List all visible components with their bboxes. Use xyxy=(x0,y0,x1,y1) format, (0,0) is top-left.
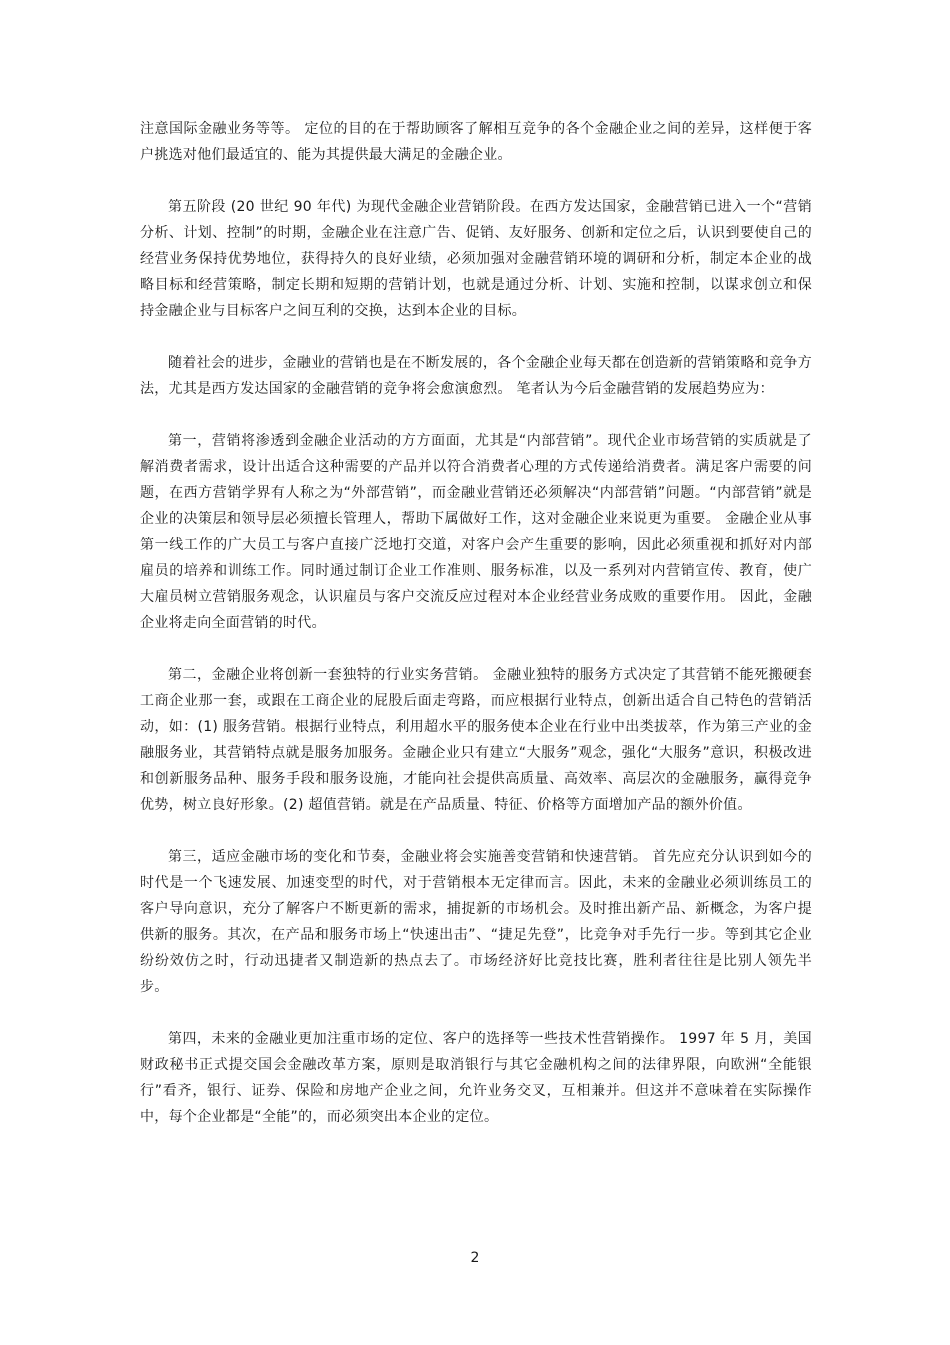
paragraph-5: 第二，金融企业将创新一套独特的行业实务营销。 金融业独特的服务方式决定了其营销不能死搬硬套工商企业那一套，或跟在工商企业的屁股后面走弯路，而应根据行业特点，创新出适合自己特色的营销活动，如：(1) 服务营销。根据行业特点，利用超水平的服务使本企业在行业中出类拔萃，作为第三产业的金融服务业，其营销特点就是服务加服务。金融企业只有建立“大服务”观念，强化“大服务”意识，积极改进和创新服务品种、服务手段和服务设施，才能向社会提供高质量、高效率、高层次的金融服务，赢得竞争优势，树立良好形象。(2) 超值营销。就是在产品质量、特征、价格等方面增加产品的额外价值。 xyxy=(140,667,812,813)
paragraph-4: 第一，营销将渗透到金融企业活动的方方面面，尤其是“内部营销”。现代企业市场营销的实质就是了解消费者需求，设计出适合这种需要的产品并以符合消费者心理的方式传递给消费者。满足客户需要的问题，在西方营销学界有人称之为“外部营销”，而金融业营销还必须解决“内部营销”问题。“内部营销”就是企业的决策层和领导层必须擅长管理人，帮助下属做好工作，这对金融企业来说更为重要。 金融企业从事第一线工作的广大员工与客户直接广泛地打交道，对客户会产生重要的影响，因此必须重视和抓好对内部雇员的培养和训练工作。同时通过制订企业工作准则、服务标准，以及一系列对内营销宣传、教育，使广大雇员树立营销服务观念，认识雇员与客户交流反应过程对本企业经营业务成败的重要作用。 因此，金融企业将走向全面营销的时代。 xyxy=(140,433,812,631)
paragraph-6: 第三，适应金融市场的变化和节奏，金融业将会实施善变营销和快速营销。 首先应充分认识到如今的时代是一个飞速发展、加速变型的时代，对于营销根本无定律而言。因此，未来的金融业必须训练员工的客户导向意识，充分了解客户不断更新的需求，捕捉新的市场机会。及时推出新产品、新概念，为客户提供新的服务。其次，在产品和服务市场上“快速出击”、“捷足先登”，比竞争对手先行一步。等到其它企业纷纷效仿之时，行动迅捷者又制造新的热点去了。市场经济好比竞技比赛，胜利者往往是比别人领先半步。 xyxy=(140,849,812,995)
paragraph-1: 注意国际金融业务等等。 定位的目的在于帮助顾客了解相互竞争的各个金融企业之间的差异，这样便于客户挑选对他们最适宜的、能为其提供最大满足的金融企业。 xyxy=(140,121,812,163)
body-text xyxy=(140,116,812,1156)
paragraph-3: 随着社会的进步，金融业的营销也是在不断发展的，各个金融企业每天都在创造新的营销策略和竞争方法，尤其是西方发达国家的金融营销的竞争将会愈演愈烈。 笔者认为今后金融营销的发展趋势应为： xyxy=(140,355,812,397)
paragraph-2: 第五阶段 (20 世纪 90 年代) 为现代金融企业营销阶段。在西方发达国家，金融营销已进入一个“营销分析、计划、控制”的时期，金融企业在注意广告、促销、友好服务、创新和定位之后，认识到要使自己的经营业务保持优势地位，获得持久的良好业绩，必须加强对金融营销环境的调研和分析，制定本企业的战略目标和经营策略，制定长期和短期的营销计划，也就是通过分析、计划、实施和控制，以谋求创立和保持金融企业与目标客户之间互利的交换，达到本企业的目标。 xyxy=(140,199,812,319)
paragraph-7: 第四，未来的金融业更加注重市场的定位、客户的选择等一些技术性营销操作。 1997 年 5 月，美国财政秘书正式提交国会金融改革方案，原则是取消银行与其它金融机构之间的法律界限，向欧洲“全能银行”看齐，银行、证券、保险和房地产企业之间，允许业务交叉，互相兼并。但这并不意味着在实际操作中，每个企业都是“全能”的，而必须突出本企业的定位。 xyxy=(140,1031,812,1125)
page-number: 2 xyxy=(470,1250,480,1266)
